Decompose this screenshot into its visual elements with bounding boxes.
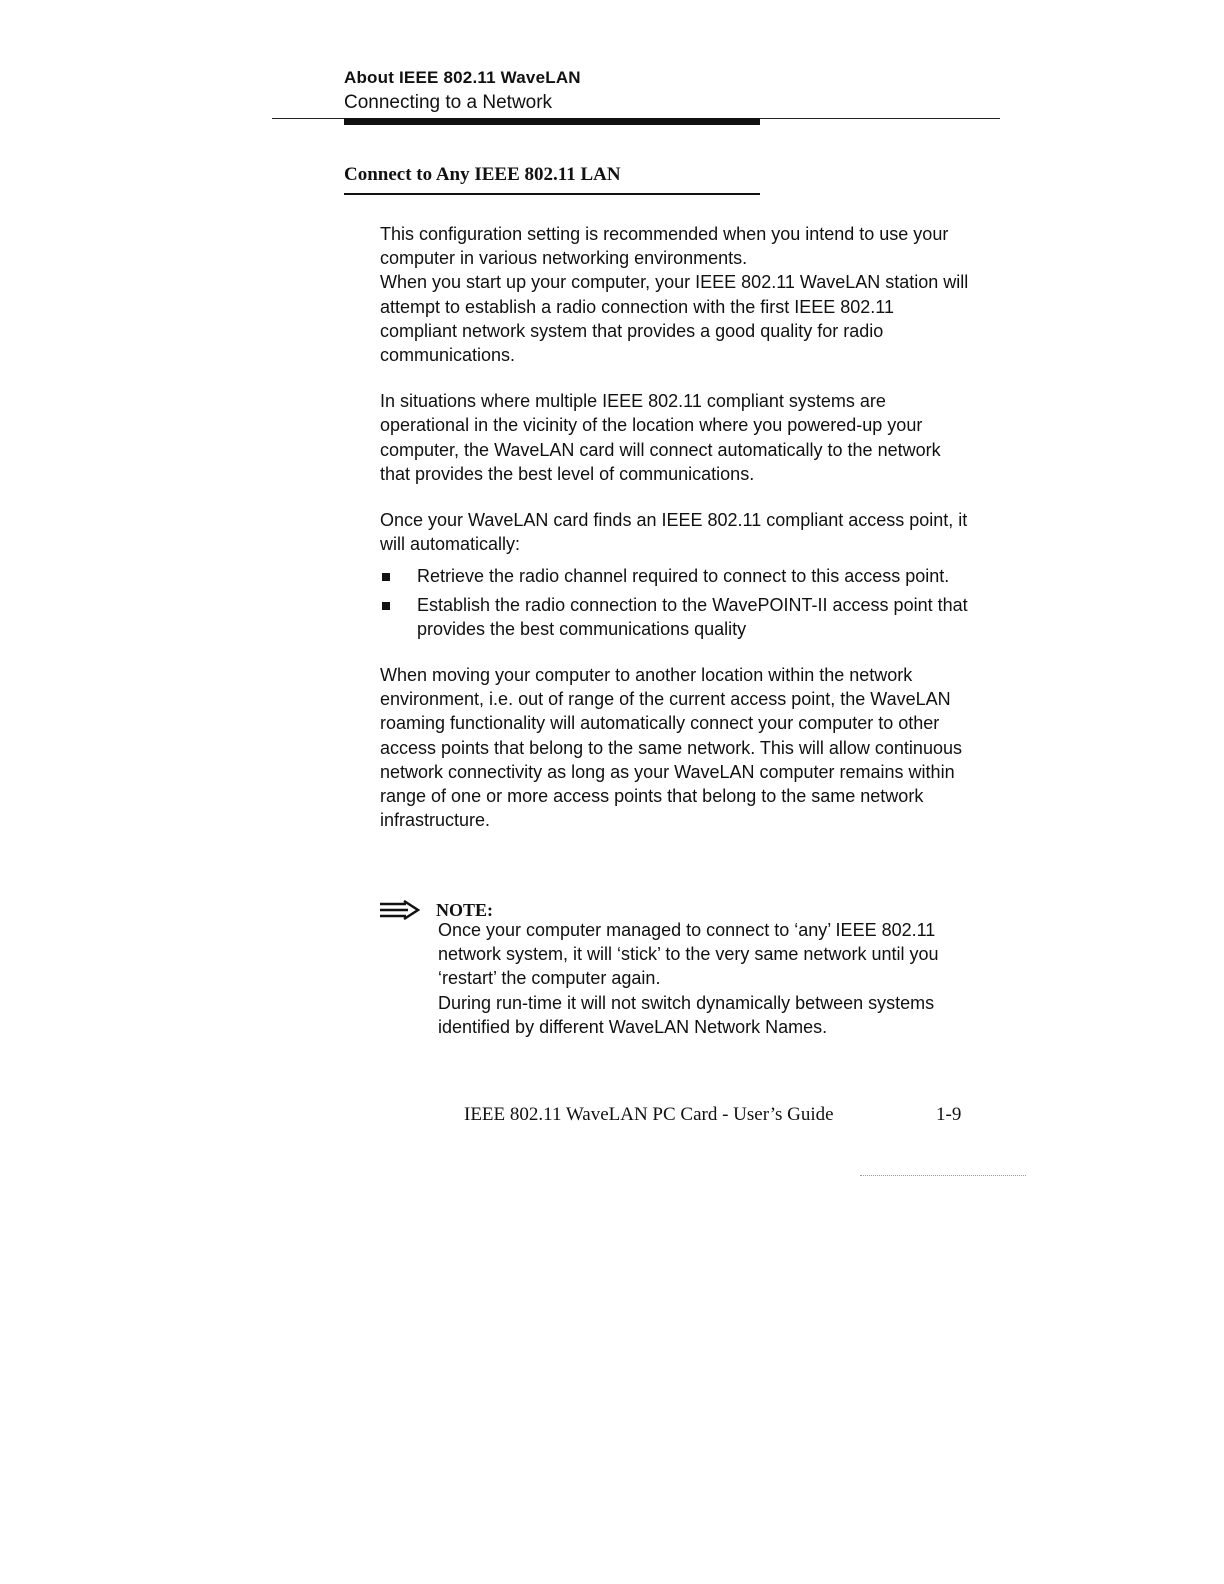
- note-label: NOTE:: [436, 900, 494, 920]
- footer-title: IEEE 802.11 WaveLAN PC Card - User’s Guide: [464, 1104, 834, 1125]
- note-text: [438, 918, 978, 1039]
- running-header-chapter: About IEEE 802.11 WaveLAN: [344, 68, 581, 87]
- note-line-1: Once your computer managed to connect to ‘any’ IEEE 802.11 network system, it will ‘stick’ to the very same network until you ‘restart’ the computer again.: [438, 920, 939, 989]
- paragraph-intro-line2: When you start up your computer, your IEEE 802.11 WaveLAN station will attempt to establish a radio connection with the first IEEE 802.11 compliant network system that provides a good quality for radio communications.: [380, 272, 969, 366]
- note-line-2: During run-time it will not switch dynamically between systems identified by different WaveLAN Network Names.: [438, 992, 935, 1037]
- list-item: [380, 564, 970, 588]
- section-title-rule: [344, 193, 760, 195]
- paragraph-access-point: Once your WaveLAN card finds an IEEE 802.11 compliant access point, it will automatically:: [380, 510, 968, 555]
- bullet-list: [380, 564, 970, 641]
- section-title: Connect to Any IEEE 802.11 LAN: [344, 164, 621, 185]
- list-item-text: Retrieve the radio channel required to connect to this access point.: [417, 566, 950, 587]
- list-item: [380, 593, 970, 641]
- header-rule-thick: [344, 118, 760, 125]
- paragraph-roaming: When moving your computer to another location within the network environment, i.e. out of range of the current access point, the WaveLAN roaming functionality will automatically connect your computer to other access points that belong to the same network. This will allow continuous network connectivity as long as your WaveLAN computer remains within range of one or more access points that belong to the same network infrastructure.: [380, 665, 962, 831]
- body-text: [380, 222, 970, 854]
- list-item-text: Establish the radio connection to the WavePOINT-II access point that provides the best communications quality: [417, 594, 968, 639]
- page-number: 1-9: [936, 1104, 962, 1125]
- paragraph-intro: [380, 222, 970, 367]
- bullet-square-icon: [382, 573, 390, 581]
- note-arrow-icon: [378, 900, 422, 920]
- paragraph-intro-line1: This configuration setting is recommended when you intend to use your computer in various networking environments.: [380, 224, 949, 269]
- scan-artifact: [860, 1175, 1026, 1177]
- paragraph-multiple-systems: In situations where multiple IEEE 802.11 compliant systems are operational in the vicinity of the location where you powered-up your computer, the WaveLAN card will connect automatically to the network that provides the best level of communications.: [380, 391, 941, 484]
- running-header-section: Connecting to a Network: [344, 92, 553, 113]
- bullet-square-icon: [382, 602, 390, 610]
